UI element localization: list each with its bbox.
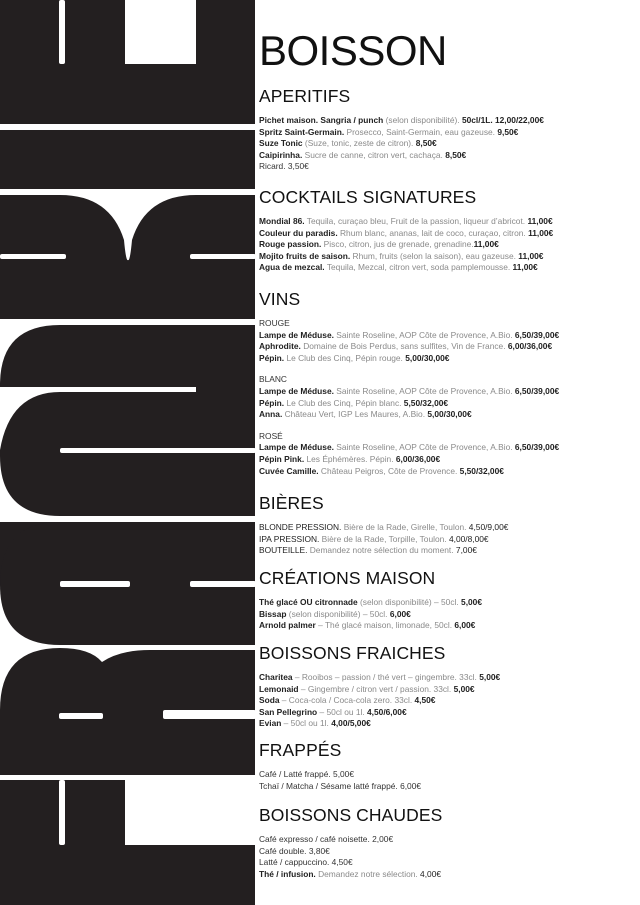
item-desc: – Coca-cola / Coca-cola zero. 33cl. (279, 695, 415, 706)
item-desc: Sainte Roseline, AOP Côte de Provence, A.Bio. (333, 385, 515, 396)
item-desc: Tequila, curaçao bleu, Fruit de la passion, liqueur d’abricot. (304, 216, 528, 226)
item-name: San Pellegrino (259, 706, 318, 717)
menu-item (259, 769, 639, 781)
item-price: 5,00/30,00€ (405, 352, 450, 363)
menu-item (259, 442, 639, 454)
menu-item (259, 522, 639, 534)
item-name: Aphrodite. (259, 341, 301, 352)
item-price: 4,50/9,00€ (468, 522, 509, 532)
menu-item (259, 781, 639, 793)
item-desc: Demandez notre sélection du moment. (307, 545, 456, 556)
item-price: 6,00/36,00€ (395, 453, 441, 464)
menu-item (259, 398, 639, 410)
section-title: FRAPPÉS (259, 740, 342, 760)
item-name: Anna. (259, 409, 283, 420)
item-name: Evian (259, 718, 282, 729)
item-price: 6,50/39,00€ (514, 385, 560, 396)
menu-item (259, 127, 639, 139)
item-name: Thé glacé OU citronnade (259, 597, 358, 607)
item-desc: Sainte Roseline, AOP Côte de Provence, A.Bio. (333, 329, 515, 340)
item-desc: (selon disponibilité) – 50cl. (357, 597, 462, 607)
item-desc: Sainte Roseline, AOP Côte de Provence, A.Bio. (333, 442, 515, 453)
item-price: 4,00€ (420, 868, 442, 879)
section-boissons-chaudes (259, 805, 639, 880)
menu-item (259, 869, 639, 881)
wine-group-label: BLANC (259, 374, 287, 385)
section-title: VINS (259, 289, 301, 309)
menu-item (259, 115, 639, 127)
item-price: 5,00/30,00€ (427, 409, 472, 420)
item-price: 3,80€ (308, 845, 330, 856)
menu-item (259, 330, 639, 342)
menu-item (259, 239, 639, 251)
item-name: Lampe de Méduse. (259, 385, 334, 396)
menu-item (259, 150, 639, 162)
item-name: Pépin. (259, 352, 285, 363)
item-price: 5,00€ (453, 683, 475, 694)
item-name: Café / Latté frappé. (259, 769, 331, 779)
vertical-logotype (0, 0, 256, 905)
section-title: CRÉATIONS MAISON (259, 568, 436, 588)
item-desc: Domaine de Bois Perdus, sans sulfites, Vin de France. (300, 341, 508, 352)
item-name: BLONDE PRESSION. (259, 522, 342, 532)
item-name: Latté / cappuccino. (259, 857, 330, 868)
item-price: 6,00/36,00€ (507, 341, 553, 352)
item-price: 11,00€ (527, 216, 553, 226)
menu-item (259, 228, 639, 240)
item-price: 5,50/32,00€ (403, 397, 449, 408)
section-vins (259, 289, 639, 487)
menu-item (259, 216, 639, 228)
item-price: 4,00/8,00€ (448, 533, 489, 544)
menu-item (259, 466, 639, 478)
section-title: BOISSONS FRAICHES (259, 643, 446, 663)
menu-item (259, 834, 639, 846)
item-desc: Château Vert, IGP Les Maures, A.Bio. (282, 409, 428, 420)
section-bieres (259, 493, 639, 557)
wine-group-label: ROSÉ (259, 430, 283, 441)
item-name: Café double. (259, 845, 307, 856)
menu-item (259, 718, 639, 730)
section-boissons-fraiches (259, 643, 639, 730)
item-price: 6,00€ (454, 620, 476, 631)
item-desc: Bière de la Rade, Girelle, Toulon. (341, 522, 469, 532)
menu-item (259, 609, 639, 621)
menu-item (259, 161, 639, 173)
item-price: 2,00€ (372, 834, 394, 844)
menu-item (259, 846, 639, 858)
item-name: Bissap (259, 608, 287, 619)
item-price: 3,50€ (287, 161, 309, 172)
menu-item (259, 707, 639, 719)
wine-group-label: ROUGE (259, 318, 290, 328)
item-price: 4,50/6,00€ (367, 706, 407, 717)
section-title: COCKTAILS SIGNATURES (259, 187, 477, 207)
item-desc: – 50cl ou 1l. (317, 706, 368, 717)
menu-item (259, 454, 639, 466)
item-price: 6,50/39,00€ (514, 442, 560, 453)
item-desc: – Gingembre / citron vert / passion. 33cl. (298, 683, 454, 694)
item-desc: Prosecco, Saint-Germain, eau gazeuse. (344, 126, 498, 137)
item-price: 9,50€ (497, 126, 519, 137)
section-creations-maison (259, 568, 639, 632)
item-name: Agua de mezcal. (259, 262, 325, 273)
item-name: Cuvée Camille. (259, 465, 319, 476)
item-price: 5,50/32,00€ (459, 465, 504, 476)
item-price: 8,50€ (445, 149, 467, 160)
item-desc: Rhum, fruits (selon la saison), eau gazeuse. (350, 250, 519, 261)
item-name: Café expresso / café noisette. (259, 834, 370, 844)
item-name: Mondial 86. (259, 216, 305, 226)
wine-group-blanc (259, 374, 639, 420)
item-name: Lampe de Méduse. (259, 329, 334, 340)
item-desc: Bière de la Rade, Torpille, Toulon. (319, 533, 449, 544)
section-title: BIÈRES (259, 493, 324, 513)
item-desc: Rhum blanc, ananas, lait de coco, curaçao, citron. (337, 227, 529, 238)
menu-item (259, 857, 639, 869)
item-name: IPA PRESSION. (259, 533, 320, 544)
section-frappes (259, 740, 639, 792)
section-title: BOISSONS CHAUDES (259, 805, 443, 825)
item-desc: Les Éphémères. Pépin. (304, 453, 396, 464)
item-desc: Le Club des Cinq, Pépin rouge. (284, 352, 406, 363)
item-name: Lampe de Méduse. (259, 442, 334, 453)
item-price: 5,00€ (479, 672, 501, 682)
menu-item (259, 138, 639, 150)
menu-item (259, 262, 639, 274)
section-cocktails (259, 187, 639, 274)
item-price: 6,50/39,00€ (514, 329, 560, 340)
menu-item (259, 386, 639, 398)
item-name: BOUTEILLE. (259, 545, 308, 556)
item-price: 50cl/1L. 12,00/22,00€ (461, 115, 544, 125)
item-desc: (selon disponibilité) – 50cl. (286, 608, 390, 619)
item-price: 5,00€ (461, 597, 482, 607)
item-name: Pépin Pink. (259, 453, 305, 464)
item-name: Thé / infusion. (259, 868, 316, 879)
item-price: 4,50€ (331, 857, 353, 868)
item-desc: Le Club des Cinq, Pépin blanc. (284, 397, 404, 408)
item-desc: – 50cl ou 1l. (281, 718, 332, 729)
item-name: Spritz Saint-Germain. (259, 126, 345, 137)
item-price: 11,00€ (528, 227, 554, 238)
section-title: APERITIFS (259, 86, 351, 106)
wine-group-rouge (259, 318, 639, 364)
item-desc: Tequila, Mezcal, citron vert, soda pamplemousse. (324, 262, 513, 273)
logotype-letters-icon (0, 0, 256, 905)
item-price: 4,50€ (414, 695, 436, 706)
item-desc: (Suze, tonic, zeste de citron). (302, 138, 416, 149)
item-name: Lemonaid (259, 683, 299, 694)
item-name: Ricard. (259, 161, 286, 172)
item-name: Rouge passion. (259, 239, 322, 250)
wine-group-rose (259, 431, 639, 477)
item-price: 6,00€ (389, 608, 411, 619)
item-name: Mojito fruits de saison. (259, 250, 351, 261)
page-title: BOISSON (259, 27, 447, 74)
item-desc: – Thé glacé maison, limonade, 50cl. (315, 620, 455, 631)
menu-item (259, 353, 639, 365)
item-price: 11,00€ (512, 262, 538, 273)
menu-item (259, 534, 639, 546)
menu-item (259, 341, 639, 353)
item-desc: Pisco, citron, jus de grenade, grenadine. (321, 239, 474, 250)
menu-item (259, 620, 639, 632)
item-price: 6,00€ (400, 780, 422, 791)
item-price: 8,50€ (415, 138, 437, 149)
item-desc: – Rooibos – passion / thé vert – gingembre. 33cl. (292, 672, 480, 682)
item-name: Soda (259, 695, 280, 706)
menu-item (259, 409, 639, 421)
item-name: Couleur du paradis. (259, 227, 338, 238)
item-desc: Demandez notre sélection. (315, 868, 421, 879)
section-aperitifs (259, 86, 639, 173)
item-desc: Sucre de canne, citron vert, cachaça. (302, 149, 446, 160)
item-desc: (selon disponibilité). (383, 115, 462, 125)
item-price: 4,00/5,00€ (331, 718, 371, 729)
item-price: 11,00€ (473, 239, 499, 250)
menu-item (259, 545, 639, 557)
menu-item (259, 684, 639, 696)
item-name: Suze Tonic (259, 138, 303, 149)
menu-item (259, 695, 639, 707)
item-name: Caipirinha. (259, 149, 303, 160)
item-name: Charitea (259, 672, 293, 682)
item-price: 11,00€ (518, 250, 544, 261)
item-price: 5,00€ (333, 769, 354, 779)
item-name: Pépin. (259, 397, 285, 408)
menu-item (259, 251, 639, 263)
item-desc: Château Peigros, Côte de Provence. (318, 465, 460, 476)
item-name: Arnold palmer (259, 620, 316, 631)
menu-item (259, 672, 639, 684)
item-price: 7,00€ (455, 545, 477, 556)
menu-item (259, 597, 639, 609)
item-name: Pichet maison. Sangria / punch (259, 115, 384, 125)
item-name: Tchaï / Matcha / Sésame latté frappé. (259, 780, 398, 791)
